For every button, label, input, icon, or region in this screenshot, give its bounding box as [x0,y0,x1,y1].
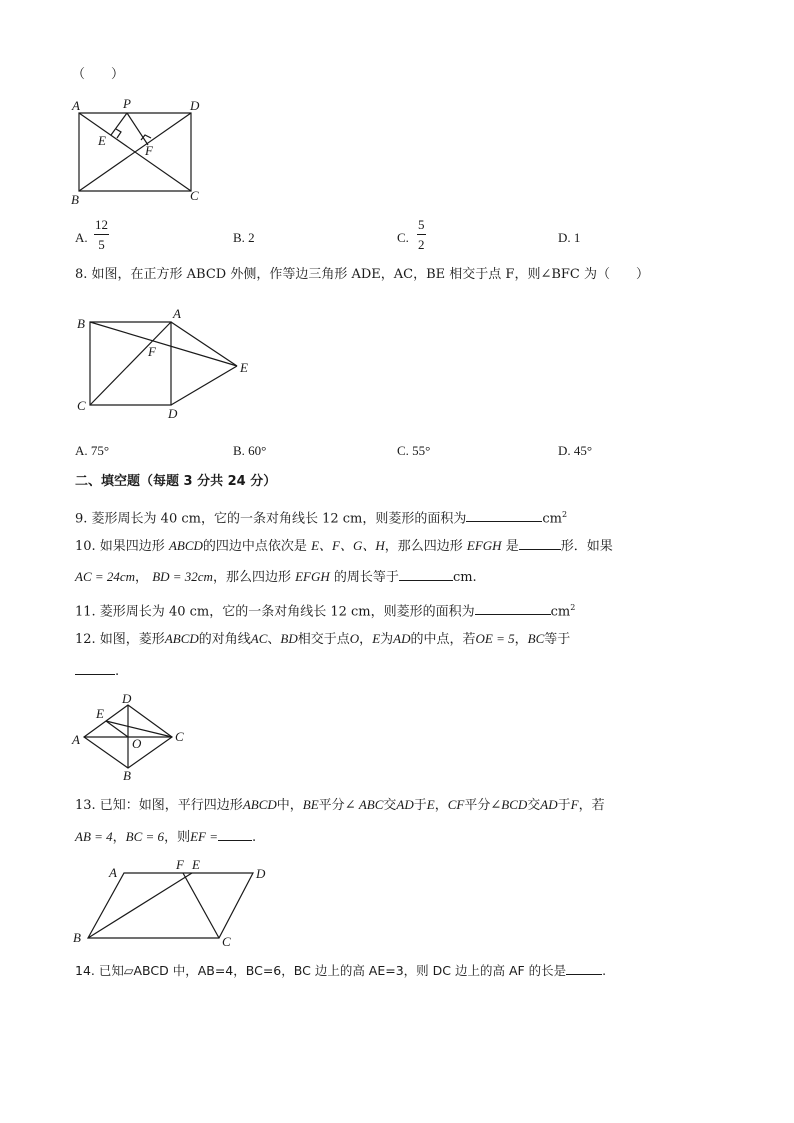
q10-text-5: 形．如果 [560,539,613,554]
q13-text-7: 平分 [464,798,491,813]
q12-e: E [372,631,381,646]
q13-angle-bcd: ∠BCD [490,797,528,812]
q10-text-7: 的周长等于 [333,570,399,585]
q12-text-5: ， [359,632,373,647]
section-2-heading: 二、填空题（每题 3 分共 24 分） [75,474,277,489]
q12-text-6: 为 [380,632,394,647]
q13-text-9: 于 [557,798,571,813]
q11-text: 11. 菱形周长为 40 cm，它的一条对角线长 12 cm，则菱形的面积为 [75,604,475,620]
q8-label-f: F [148,344,156,359]
q13-text-10: ，若 [578,798,605,813]
q12-oe: OE = 5 [475,631,515,646]
q14-end: . [602,963,607,978]
q13-ab-length: AB = 4 [75,829,113,844]
q10-text-2: 的四边中点依次是 [202,539,307,554]
q12-text-3: 、 [267,632,281,647]
q12-ad: AD [393,631,411,646]
q9-unit: cm [542,511,562,527]
q10-text-4: 是 [505,539,519,554]
q7-label-f: F [145,143,153,158]
q13-end: . [251,830,257,845]
q13-text-8: 交 [527,798,541,813]
q13-text-4: 交 [383,798,397,813]
q14-answer-blank [566,962,602,975]
q13-bc-length: BC = 6 [125,829,165,844]
q13-parallelogram-abcd [88,873,253,938]
q13-label-f: F [176,857,184,872]
q7-label-p: P [123,96,131,111]
q7-label-d: D [190,98,200,113]
q7-option-a-label: A. [75,230,88,245]
q7-option-d: D. 1 [558,230,581,245]
q13-segment-cf [183,873,219,938]
q7-label-e: E [98,133,106,148]
q7-option-b: B. 2 [233,230,255,245]
q10-text-3: ，那么四边形 [384,539,463,554]
q7-option-a-denominator: 5 [98,237,105,252]
q12-label-o: O [132,736,142,751]
q12-label-c: C [175,729,184,744]
q13-f: F [570,797,579,812]
q7-option-c-numerator: 5 [417,218,426,235]
q10-text-1: 10. 如果四边形 [75,539,165,554]
q10-ac-length: AC = 24cm [75,569,136,584]
q7-answer-paren: （ ） [72,67,125,82]
q12-label-e: E [96,706,104,721]
q11-unit: cm [550,604,571,620]
q13-label-e: E [192,857,200,872]
q12-end: . [115,664,120,679]
q12-label-b: B [123,768,131,783]
q8-option-d: D. 45° [558,443,593,458]
q13-text-2: 中， [276,798,303,813]
q13-text-12: ，则 [164,830,191,845]
q12-text-4: 相交于点 [297,632,350,647]
q8-label-b: B [77,316,85,331]
q8-label-e: E [240,360,248,375]
q13-ef: EF = [190,829,218,844]
q10-efgh-2: EFGH [295,569,330,584]
q9-text: 9. 菱形周长为 40 cm，它的一条对角线长 12 cm，则菱形的面积为 [75,511,467,527]
q13-text-6: ， [434,798,448,813]
q8-option-a: A. 75° [75,443,110,458]
q8-label-d: D [168,406,178,421]
q13-text-5: 于 [413,798,427,813]
q10-bd-length: BD = 32cm [152,569,213,584]
q13-abcd: ABCD [242,797,277,812]
q13-segment-be [88,873,192,938]
q7-option-c-label: C. [397,230,409,245]
q12-bd: BD [280,631,298,646]
q13-cf: CF [447,797,465,812]
q12-label-d: D [122,691,132,706]
q13-label-a: A [109,865,117,880]
q13-label-c: C [222,934,231,949]
q8-label-a: A [173,306,181,321]
q13-ad-2: AD [540,797,558,812]
q8-label-c: C [77,398,86,413]
q12-text-9: 等于 [544,632,571,647]
q8-option-c: C. 55° [397,443,431,458]
q12-label-a: A [72,732,80,747]
q12-bc: BC [527,631,545,646]
q13-be: BE [302,797,319,812]
q13-e: E [426,797,435,812]
q10-midpoints: E、F、G、H [311,538,385,553]
q11-unit-exponent: 2 [570,603,576,612]
q13-ad: AD [396,797,414,812]
q10-text-8: cm. [452,570,477,585]
q7-label-c: C [190,188,199,203]
q13-label-d: D [256,866,266,881]
q7-label-a: A [72,98,80,113]
q14-text: 14. 已知▱ABCD 中，AB=4，BC=6，BC 边上的高 AE=3，则 DC 边上的高 AF 的长是 [75,963,567,978]
q12-abcd: ABCD [164,631,199,646]
q10-efgh: EFGH [466,538,502,553]
q10-abcd: ABCD [168,538,203,553]
q13-label-b: B [73,930,81,945]
q10-text-6: ，那么四边形 [212,570,291,585]
q12-text-1: 12. 如图，菱形 [75,632,165,647]
q13-angle-abc: ∠ ABC [344,797,384,812]
q12-o: O [349,631,360,646]
q7-option-a-numerator: 12 [94,218,109,235]
q7-label-b: B [71,192,79,207]
q12-text-2: 的对角线 [198,632,251,647]
q13-text-3: 平分 [318,798,345,813]
q8-question: 8. 如图，在正方形 ABCD 外侧，作等边三角形 ADE，AC，BE 相交于点 F，则∠BFC 为（ ） [75,267,649,282]
q14-question [75,962,606,980]
q13-text-1: 13. 已知：如图，平行四边形 [75,798,243,813]
q7-option-c-denominator: 2 [418,237,425,252]
q12-text-7: 的中点，若 [410,632,476,647]
q13-text-11: ， [112,830,126,845]
q12-text-8: ， [514,632,528,647]
q12-ac: AC [250,631,268,646]
q8-option-b: B. 60° [233,443,267,458]
q10-question-line2: AC = 24cm， BD = 32cm，那么四边形 EFGH 的周长等于 cm. [75,569,477,585]
q9-unit-exponent: 2 [561,510,568,519]
